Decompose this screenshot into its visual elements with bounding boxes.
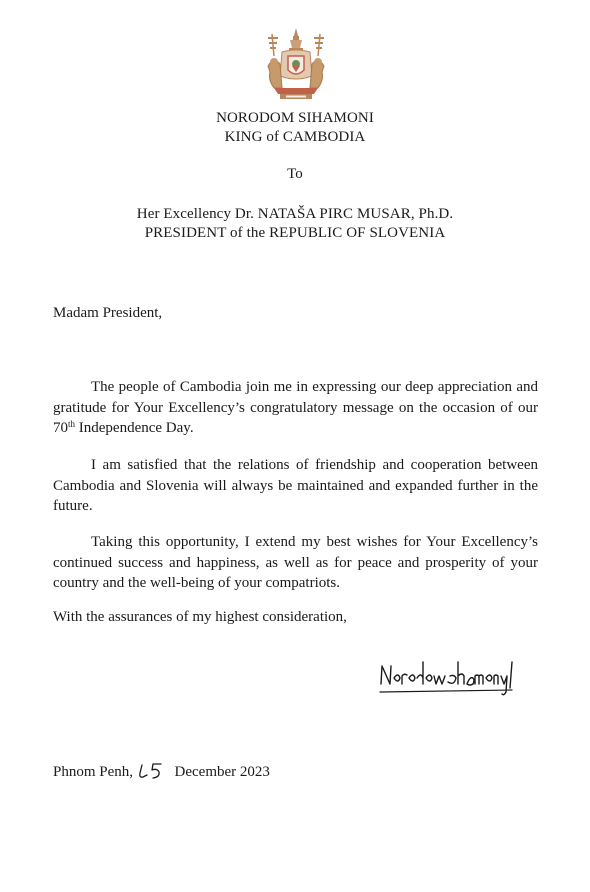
to-label: To xyxy=(287,166,303,182)
handwritten-signature xyxy=(376,656,526,698)
paragraph-wishes-text: Taking this opportunity, I extend my best wishes for Your Excellency’s continued success and happiness, as well as for peace and prosperity of your country and the well-being of your compatriots. xyxy=(53,534,538,591)
recipient-title: PRESIDENT of the REPUBLIC OF SLOVENIA xyxy=(144,225,446,241)
place: Phnom Penh, xyxy=(53,764,134,780)
closing-line: With the assurances of my highest consideration, xyxy=(53,609,347,625)
salutation: Madam President, xyxy=(53,305,163,321)
sender-title: KING of CAMBODIA xyxy=(224,129,366,145)
paragraph-appreciation xyxy=(53,377,538,439)
paragraph-appreciation-end: Independence Day. xyxy=(75,420,194,436)
paragraph-appreciation-text: The people of Cambodia join me in expressing our deep appreciation and gratitude for Your Excellency’s congratulatory message on the occasion of our 70 xyxy=(53,379,538,436)
recipient-name: Her Excellency Dr. NATAŠA PIRC MUSAR, Ph.D. xyxy=(136,206,454,222)
paragraph-wishes xyxy=(53,532,538,594)
royal-arms-emblem-icon xyxy=(260,26,332,102)
paragraph-relations-text: I am satisfied that the relations of friendship and cooperation between Cambodia and Slovenia will always be maintained and expanded further in the future. xyxy=(53,457,538,514)
handwritten-day xyxy=(137,761,171,781)
place-and-date xyxy=(53,761,270,781)
month-year: December 2023 xyxy=(174,764,270,780)
sender-name: NORODOM SIHAMONI xyxy=(216,110,374,126)
paragraph-relations xyxy=(53,455,538,517)
ordinal-suffix: th xyxy=(68,419,76,429)
